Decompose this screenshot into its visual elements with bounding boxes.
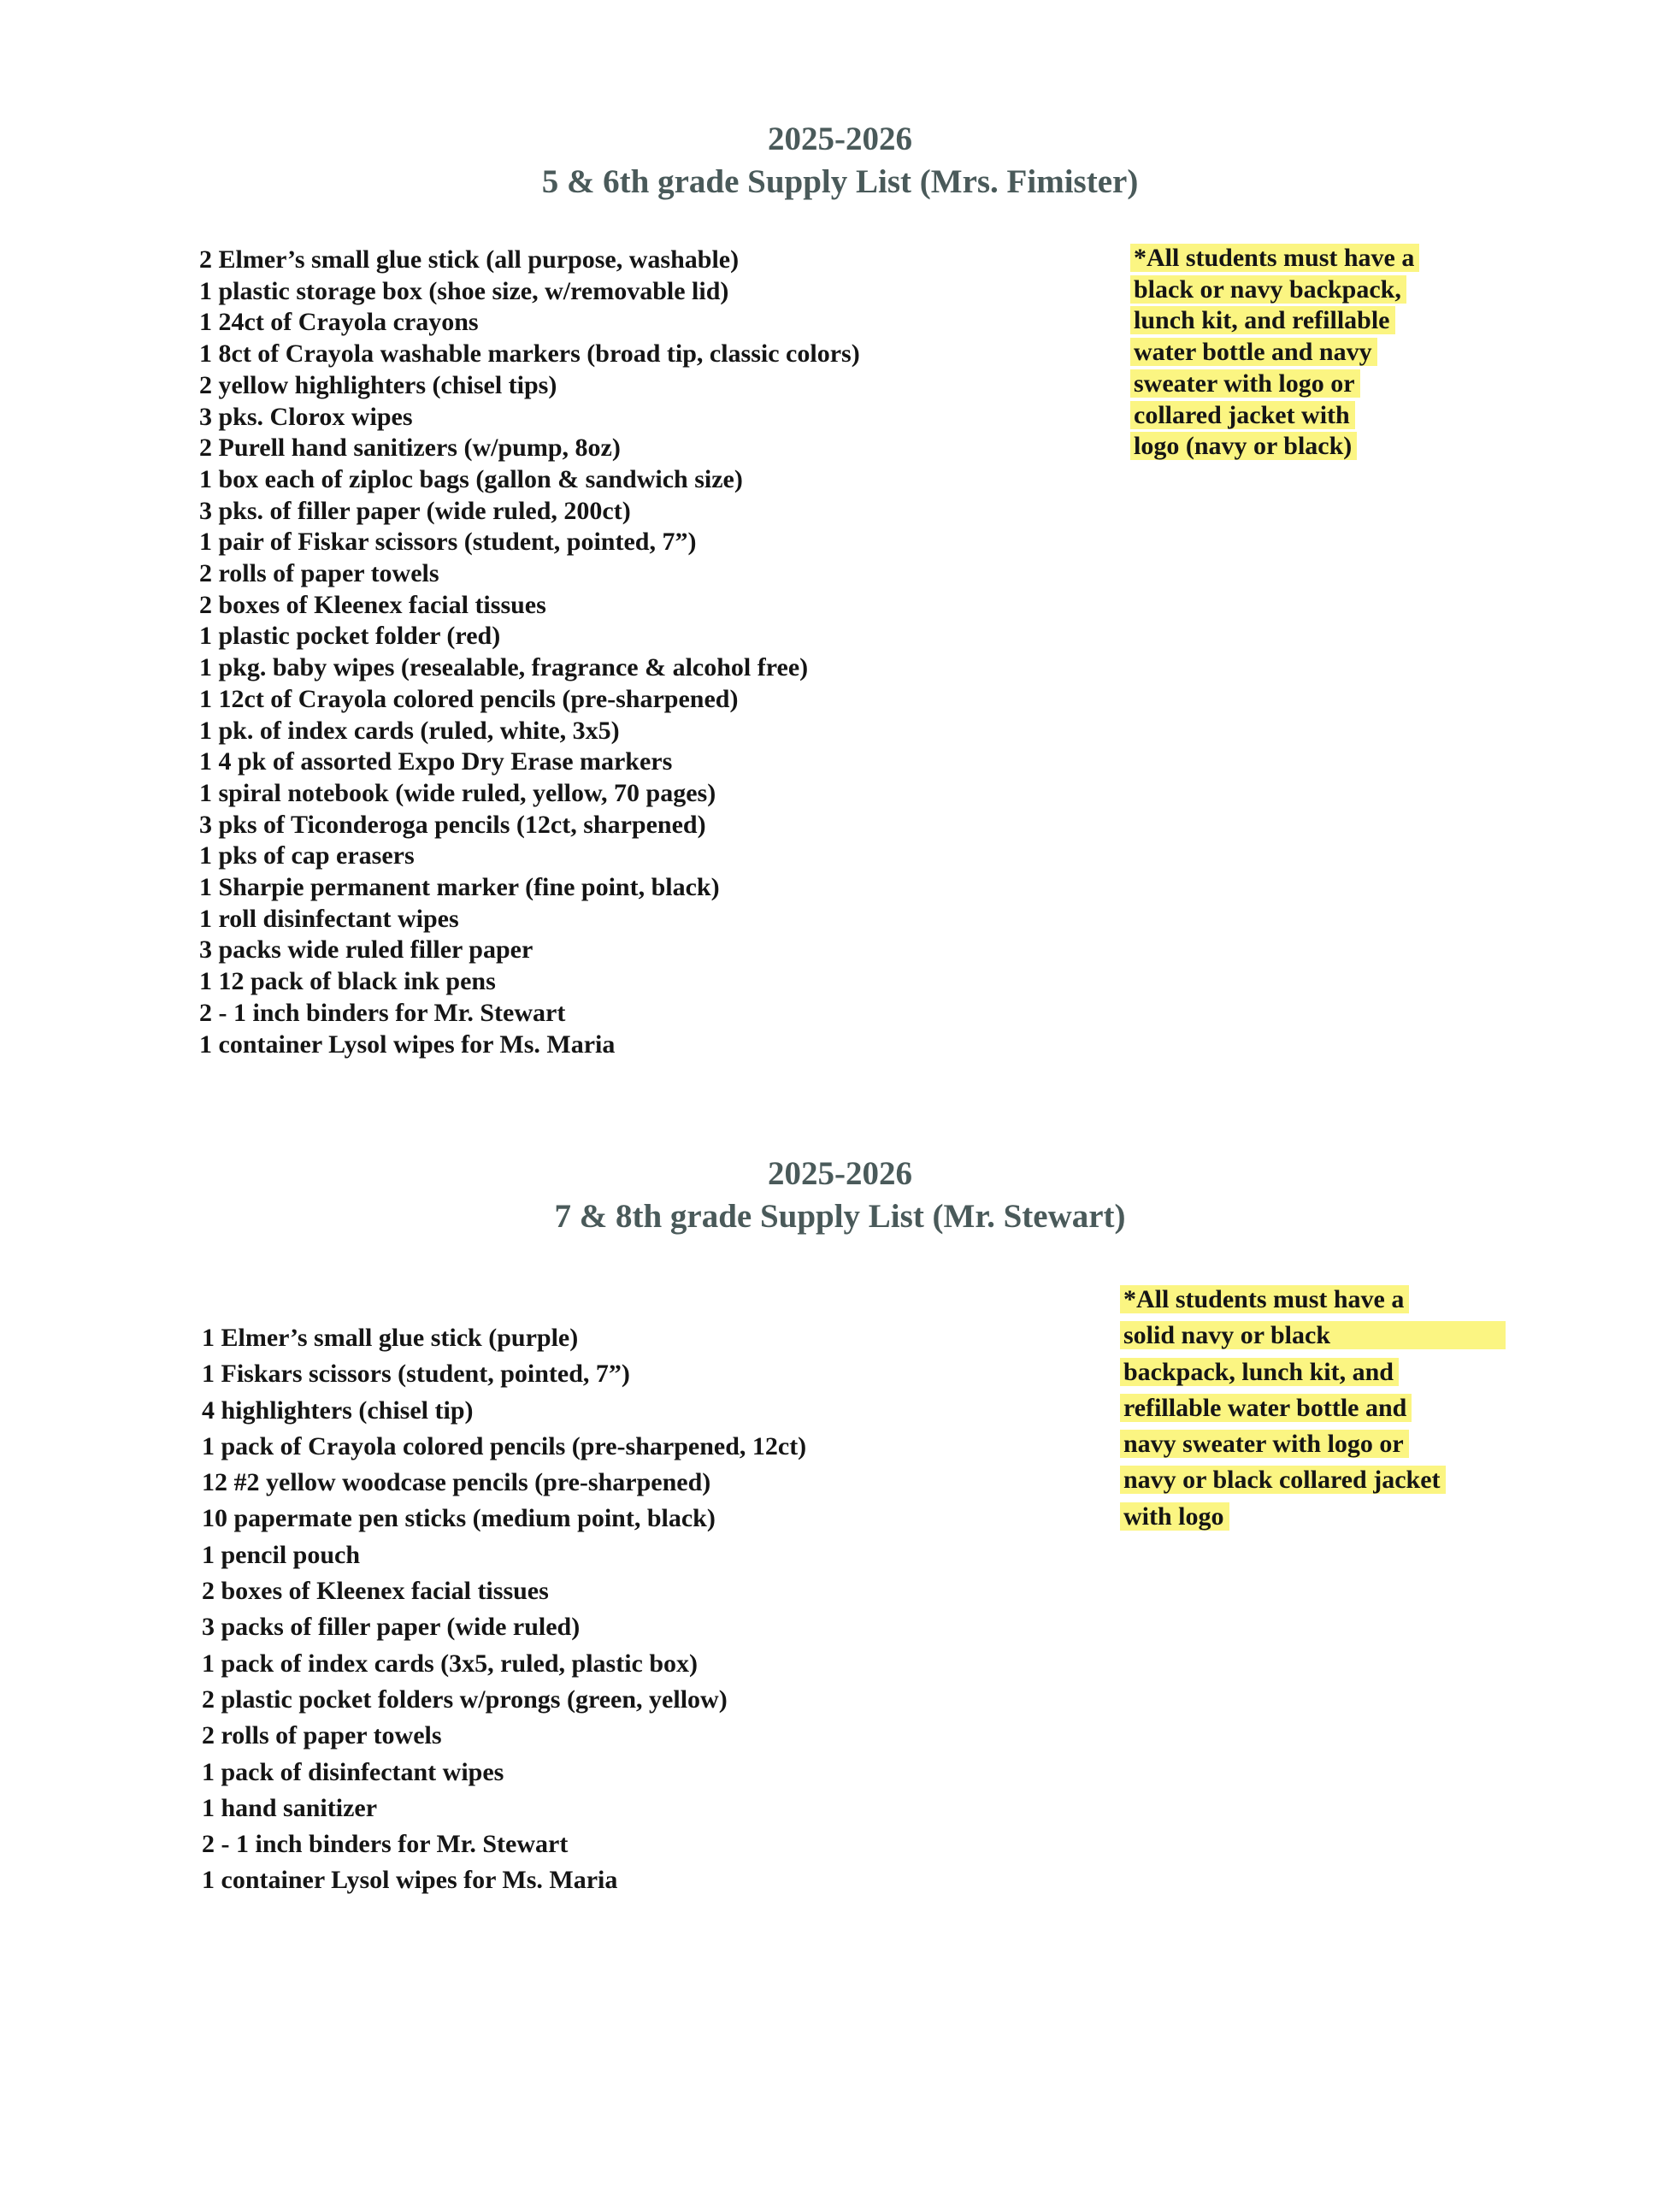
- note-line: with logo: [1120, 1499, 1506, 1535]
- list-item: 1 24ct of Crayola crayons: [199, 308, 479, 337]
- list-item: 2 boxes of Kleenex facial tissues: [199, 590, 546, 619]
- note-line: backpack, lunch kit, and: [1120, 1354, 1506, 1390]
- section1-year: 2025-2026: [768, 121, 912, 157]
- list-item: 2 Purell hand sanitizers (w/pump, 8oz): [199, 434, 621, 463]
- list-item: 1 pencil pouch: [202, 1540, 361, 1569]
- list-item: 3 packs of filler paper (wide ruled): [202, 1613, 581, 1642]
- section2-title: 7 & 8th grade Supply List (Mr. Stewart): [554, 1198, 1126, 1235]
- list-item: 1 pack of Crayola colored pencils (pre-sharpened, 12ct): [202, 1431, 807, 1460]
- list-item: 1 pks of cap erasers: [199, 841, 415, 870]
- list-item: 2 yellow highlighters (chisel tips): [199, 370, 557, 399]
- list-item: 1 12 pack of black ink pens: [199, 967, 496, 996]
- section2-supply-list: [202, 1320, 806, 1899]
- list-item: 2 Elmer’s small glue stick (all purpose, washable): [199, 245, 740, 274]
- list-item: 1 pack of index cards (3x5, ruled, plastic box): [202, 1649, 699, 1678]
- list-item: 3 pks. of filler paper (wide ruled, 200ct): [199, 496, 631, 525]
- list-item: 1 spiral notebook (wide ruled, yellow, 70 pages): [199, 778, 716, 807]
- section1-title: 5 & 6th grade Supply List (Mrs. Fimister): [541, 163, 1139, 200]
- list-item: 1 pair of Fiskar scissors (student, pointed, 7”): [199, 528, 697, 557]
- list-item: 1 pk. of index cards (ruled, white, 3x5): [199, 716, 620, 745]
- section1-uniform-note: [1130, 243, 1419, 463]
- list-item: 1 pack of disinfectant wipes: [202, 1757, 504, 1786]
- list-item: 2 rolls of paper towels: [202, 1721, 442, 1750]
- list-item: 1 plastic storage box (shoe size, w/removable lid): [199, 276, 729, 305]
- list-item: 3 pks of Ticonderoga pencils (12ct, sharpened): [199, 810, 706, 839]
- note-line: logo (navy or black): [1130, 431, 1419, 463]
- list-item: 4 highlighters (chisel tip): [202, 1395, 474, 1425]
- note-line: water bottle and navy: [1130, 337, 1419, 369]
- list-item: 2 plastic pocket folders w/prongs (green, yellow): [202, 1685, 728, 1714]
- note-line: lunch kit, and refillable: [1130, 305, 1419, 337]
- list-item: 1 container Lysol wipes for Ms. Maria: [202, 1866, 618, 1895]
- list-item: 1 Sharpie permanent marker (fine point, black): [199, 873, 720, 902]
- note-line: *All students must have a: [1120, 1282, 1506, 1318]
- list-item: 1 box each of ziploc bags (gallon & sandwich size): [199, 464, 743, 493]
- note-line: navy sweater with logo or: [1120, 1426, 1506, 1462]
- list-item: 2 - 1 inch binders for Mr. Stewart: [202, 1830, 569, 1859]
- list-item: 10 papermate pen sticks (medium point, black): [202, 1504, 716, 1533]
- list-item: 1 hand sanitizer: [202, 1793, 378, 1822]
- list-item: 1 8ct of Crayola washable markers (broad tip, classic colors): [199, 339, 860, 369]
- list-item: 1 Fiskars scissors (student, pointed, 7”): [202, 1360, 630, 1389]
- note-line: collared jacket with: [1130, 400, 1419, 432]
- note-line: sweater with logo or: [1130, 369, 1419, 400]
- section2-heading: [0, 1153, 1680, 1238]
- note-line: *All students must have a: [1130, 243, 1419, 274]
- list-item: 12 #2 yellow woodcase pencils (pre-sharpened): [202, 1468, 711, 1497]
- section2-year: 2025-2026: [768, 1155, 912, 1192]
- note-line: solid navy or black: [1120, 1318, 1506, 1354]
- list-item: 1 Elmer’s small glue stick (purple): [202, 1324, 579, 1352]
- note-line: refillable water bottle and: [1120, 1390, 1506, 1426]
- list-item: 3 packs wide ruled filler paper: [199, 935, 533, 965]
- list-item: 1 pkg. baby wipes (resealable, fragrance & alcohol free): [199, 653, 809, 682]
- list-item: 1 4 pk of assorted Expo Dry Erase markers: [199, 747, 673, 776]
- section2-uniform-note: [1120, 1282, 1506, 1535]
- list-item: 1 12ct of Crayola colored pencils (pre-sharpened): [199, 684, 739, 713]
- list-item: 1 plastic pocket folder (red): [199, 622, 501, 651]
- list-item: 2 boxes of Kleenex facial tissues: [202, 1577, 549, 1606]
- list-item: 3 pks. Clorox wipes: [199, 402, 413, 431]
- note-line: black or navy backpack,: [1130, 274, 1419, 306]
- section1-heading: [0, 118, 1680, 204]
- list-item: 2 - 1 inch binders for Mr. Stewart: [199, 998, 566, 1027]
- note-line: navy or black collared jacket: [1120, 1462, 1506, 1498]
- list-item: 2 rolls of paper towels: [199, 559, 439, 588]
- list-item: 1 container Lysol wipes for Ms. Maria: [199, 1030, 616, 1059]
- section1-supply-list: [199, 245, 860, 1060]
- list-item: 1 roll disinfectant wipes: [199, 904, 459, 933]
